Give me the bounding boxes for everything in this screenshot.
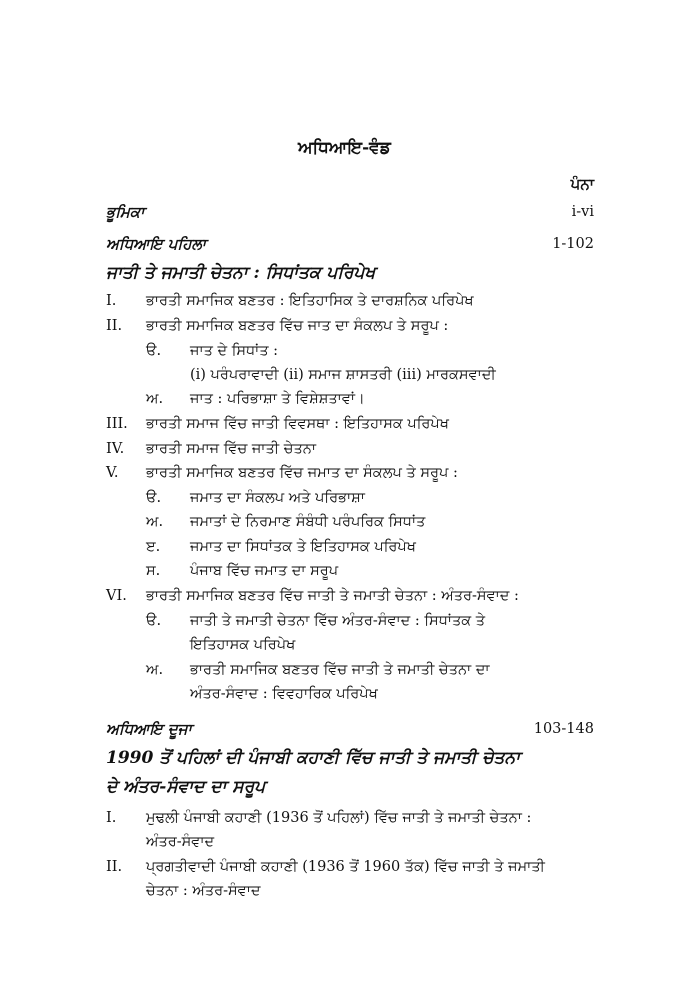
item-number: III. [106,416,128,432]
chapter-1-label: ਅਧਿਆਇ ਪਹਿਲਾ [106,235,206,253]
item-number: II. [106,318,123,334]
item-number: I. [106,810,117,826]
item-text: ਪ੍ਰਗਤੀਵਾਦੀ ਪੰਜਾਬੀ ਕਹਾਣੀ (1936 ਤੋਂ 1960 ਤੱਕ) ਵਿੱਚ ਜਾਤੀ ਤੇ ਜਮਾਤੀ [146,859,545,875]
item-number: IV. [106,441,125,457]
item-text: ਭਾਰਤੀ ਸਮਾਜਿਕ ਬਣਤਰ ਵਿੱਚ ਜਾਤ ਦਾ ਸੰਕਲਪ ਤੇ ਸਰੂਪ : [146,318,449,334]
item-text: ਭਾਰਤੀ ਸਮਾਜ ਵਿੱਚ ਜਾਤੀ ਚੇਤਨਾ [146,441,316,457]
subitem-letter: ਅ. [146,391,164,407]
subitem-text: ਜਮਾਤਾਂ ਦੇ ਨਿਰਮਾਣ ਸੰਬੰਧੀ ਪਰੰਪਰਿਕ ਸਿਧਾਂਤ [190,514,426,530]
chapter-1-subtitle: ਜਾਤੀ ਤੇ ਜਮਾਤੀ ਚੇਤਨਾ : ਸਿਧਾਂਤਕ ਪਰਿਪੇਖ [106,263,376,283]
page-column-header: ਪੰਨਾ [570,175,594,193]
item-text-continued: ਅੰਤਰ-ਸੰਵਾਦ [146,834,215,850]
chapter-2-subtitle-continued: ਦੇ ਅੰਤਰ-ਸੰਵਾਦ ਦਾ ਸਰੂਪ [106,777,266,797]
subitem-letter: ਸ. [146,563,161,579]
chapter-1-pages: 1-102 [552,236,594,252]
subitem-letter: ੳ. [146,490,162,506]
item-text-continued: ਚੇਤਨਾ : ਅੰਤਰ-ਸੰਵਾਦ [146,883,261,899]
subitem-text: ਜਮਾਤ ਦਾ ਸੰਕਲਪ ਅਤੇ ਪਰਿਭਾਸ਼ਾ [190,490,365,506]
page-title: ਅਧਿਆਇ-ਵੰਡ [298,138,391,158]
chapter-2-pages: 103-148 [533,721,594,737]
item-text: ਭਾਰਤੀ ਸਮਾਜਿਕ ਬਣਤਰ ਵਿੱਚ ਜਾਤੀ ਤੇ ਜਮਾਤੀ ਚੇਤਨਾ : ਅੰਤਰ-ਸੰਵਾਦ : [146,588,519,604]
subitem-letter: ੳ. [146,343,162,359]
item-number: I. [106,293,117,309]
subitem-letter: ੳ. [146,613,162,629]
bhumika-pages: i-vi [571,204,594,220]
item-number: II. [106,859,123,875]
item-text: ਭਾਰਤੀ ਸਮਾਜ ਵਿੱਚ ਜਾਤੀ ਵਿਵਸਥਾ : ਇਤਿਹਾਸਕ ਪਰਿਪੇਖ [146,416,449,432]
item-text: ਭਾਰਤੀ ਸਮਾਜਿਕ ਬਣਤਰ ਵਿੱਚ ਜਮਾਤ ਦਾ ਸੰਕਲਪ ਤੇ ਸਰੂਪ : [146,465,458,481]
subitem-text: ਜਾਤ : ਪਰਿਭਾਸ਼ਾ ਤੇ ਵਿਸ਼ੇਸ਼ਤਾਵਾਂ। [190,391,365,407]
item-number: VI. [106,588,127,604]
subitem-text: ਜਮਾਤ ਦਾ ਸਿਧਾਂਤਕ ਤੇ ਇਤਿਹਾਸਕ ਪਰਿਪੇਖ [190,539,416,555]
chapter-2-subtitle: 1990 ਤੋਂ ਪਹਿਲਾਂ ਦੀ ਪੰਜਾਬੀ ਕਹਾਣੀ ਵਿੱਚ ਜਾਤੀ ਤੇ ਜਮਾਤੀ ਚੇਤਨਾ [106,748,521,768]
subitem-text-continued: ਇਤਿਹਾਸਕ ਪਰਿਪੇਖ [190,637,296,653]
subitem-letter: ੲ. [146,539,161,555]
item-text: ਭਾਰਤੀ ਸਮਾਜਿਕ ਬਣਤਰ : ਇਤਿਹਾਸਿਕ ਤੇ ਦਾਰਸ਼ਨਿਕ ਪਰਿਪੇਖ [146,293,474,309]
item-text: ਮੁਢਲੀ ਪੰਜਾਬੀ ਕਹਾਣੀ (1936 ਤੋਂ ਪਹਿਲਾਂ) ਵਿੱਚ ਜਾਤੀ ਤੇ ਜਮਾਤੀ ਚੇਤਨਾ : [146,810,532,826]
subitem-detail: (i) ਪਰੰਪਰਾਵਾਦੀ (ii) ਸਮਾਜ ਸ਼ਾਸਤਰੀ (iii) ਮਾਰਕਸਵਾਦੀ [190,367,496,383]
subitem-letter: ਅ. [146,514,164,530]
subitem-letter: ਅ. [146,662,164,678]
chapter-2-label: ਅਧਿਆਇ ਦੂਜਾ [106,720,192,738]
subitem-text: ਜਾਤੀ ਤੇ ਜਮਾਤੀ ਚੇਤਨਾ ਵਿੱਚ ਅੰਤਰ-ਸੰਵਾਦ : ਸਿਧਾਂਤਕ ਤੇ [190,613,486,629]
subitem-text-continued: ਅੰਤਰ-ਸੰਵਾਦ : ਵਿਵਹਾਰਿਕ ਪਰਿਪੇਖ [190,686,378,702]
item-number: V. [106,465,119,481]
subitem-text: ਭਾਰਤੀ ਸਮਾਜਿਕ ਬਣਤਰ ਵਿੱਚ ਜਾਤੀ ਤੇ ਜਮਾਤੀ ਚੇਤਨਾ ਦਾ [190,662,490,678]
subitem-text: ਜਾਤ ਦੇ ਸਿਧਾਂਤ : [190,343,279,359]
subitem-text: ਪੰਜਾਬ ਵਿੱਚ ਜਮਾਤ ਦਾ ਸਰੂਪ [190,563,339,579]
bhumika-label: ਭੂਮਿਕਾ [106,203,145,221]
